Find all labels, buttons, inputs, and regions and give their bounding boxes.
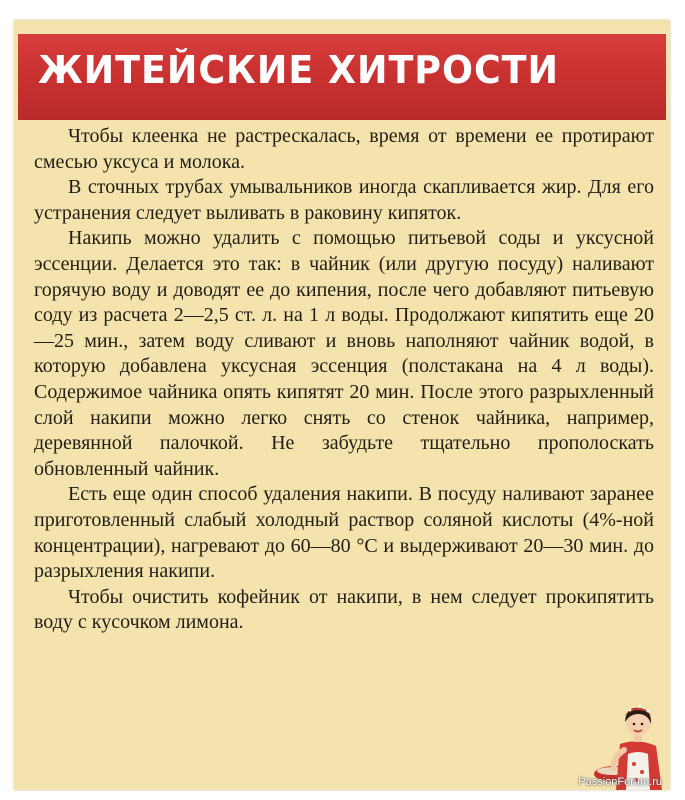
paragraph-descaling-soda: Накипь можно удалить с помощью питьевой соды и уксусной эссенции. Делается это так: в чайник (или другую посуду) наливают горячую воду и доводят ее до кипения, после чего добавляют питьевую соду из расчета 2—2,5 ст. л. на 1 л воды. Продолжают кипятить еще 20—25 мин., затем воду сливают и вновь наполняют чайник водой, в которую добавлена уксусная эссенция (полстакана на 4 л воды). Содержимое чайника опять кипятят 20 мин. После этого разрыхленный слой накипи можно легко снять со стенок чайника, например, деревянной палочкой. Не забудьте тщательно прополоскать обновленный чайник.: [34, 227, 654, 480]
article-body: [34, 124, 654, 636]
article-title: ЖИТЕЙСКИЕ ХИТРОСТИ: [38, 48, 560, 92]
paragraph-oilcloth: Чтобы клеенка не растрескалась, время от времени ее протирают смесью уксуса и молока.: [34, 125, 654, 173]
paragraph-coffee-pot: Чтобы очистить кофейник от накипи, в нем следует прокипятить воду с кусочком лимона.: [34, 585, 654, 634]
watermark: PassionForum.ru: [578, 776, 662, 788]
paragraph-descaling-acid: Есть еще один способ удаления накипи. В посуду наливают заранее приготовленный слабый холодный раствор соляной кислоты (4%-ной концентрации), нагревают до 60—80 °С и выдерживают 20—30 мин. до разрыхления накипи.: [34, 483, 654, 583]
paragraph-drain-pipes: В сточных трубах умывальников иногда скапливается жир. Для его устранения следует выливать в раковину кипяток.: [34, 176, 654, 224]
title-banner: [18, 34, 666, 120]
newspaper-clipping: [14, 20, 670, 790]
